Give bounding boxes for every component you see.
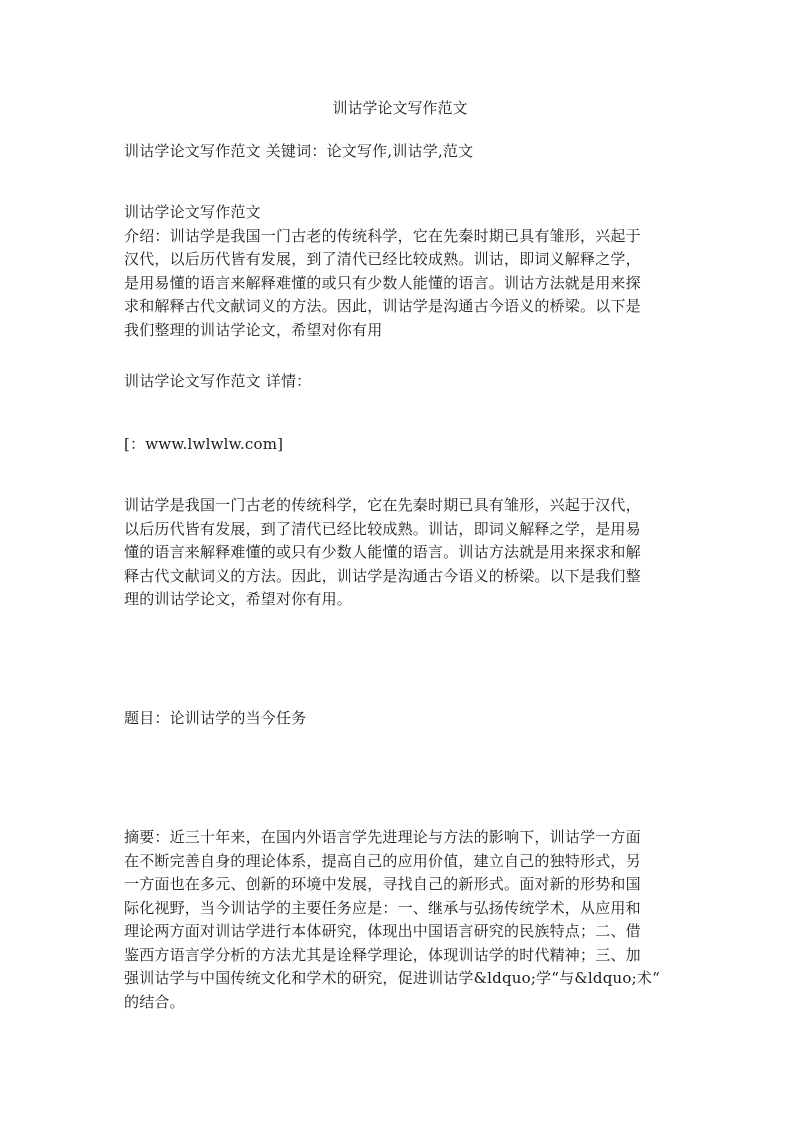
- intro-section: [124, 201, 684, 342]
- abstract-line: 理论两方面对训诂学进行本体研究，体现出中国语言研究的民族特点；二、借: [124, 922, 641, 940]
- abstract-line: 在不断完善自身的理论体系，提高自己的应用价值，建立自己的独特形式，另: [124, 851, 641, 870]
- details-heading: [124, 370, 684, 394]
- source-line: [124, 433, 684, 457]
- topic-line: [124, 707, 684, 731]
- summary-line: 理的训诂学论文，希望对你有用。: [124, 590, 353, 608]
- keywords-line: [124, 140, 684, 164]
- abstract-line: 的结合。: [124, 992, 185, 1011]
- intro-line: 介绍：训诂学是我国一门古老的传统科学，它在先秦时期已具有雏形，兴起于: [124, 226, 641, 245]
- summary-line: 释古代文献词义的方法。因此，训诂学是沟通古今语义的桥梁。以下是我们整: [124, 566, 641, 585]
- intro-line: 汉代，以后历代皆有发展，到了清代已经比较成熟。训诂，即词义解释之学，: [124, 250, 641, 268]
- intro-heading: 训诂学论文写作范文: [124, 203, 261, 221]
- keywords-text: 训诂学论文写作范文 关键词：论文写作,训诂学,范文: [124, 142, 474, 160]
- abstract-line: 际化视野，当今训诂学的主要任务应是：一、继承与弘扬传统学术，从应用和: [124, 898, 641, 917]
- document-title: 训诂学论文写作范文: [332, 99, 468, 117]
- summary-paragraph: [124, 494, 684, 612]
- summary-line: 训诂学是我国一门古老的传统科学，它在先秦时期已具有雏形，兴起于汉代，: [124, 496, 641, 514]
- topic-text: 题目：论训诂学的当今任务: [124, 709, 307, 727]
- abstract-line: 一方面也在多元、创新的环境中发展，寻找自己的新形式。面对新的形势和国: [124, 875, 641, 893]
- intro-line: 求和解释古代文献词义的方法。因此，训诂学是沟通古今语义的桥梁。以下是: [124, 297, 641, 315]
- abstract-paragraph: [124, 826, 684, 1014]
- source-url: [：www.lwlwlw.com]: [124, 435, 284, 453]
- intro-line: 是用易懂的语言来解释难懂的或只有少数人能懂的语言。训诂方法就是用来探: [124, 273, 641, 292]
- abstract-line: 摘要：近三十年来，在国内外语言学先进理论与方法的影响下，训诂学一方面: [124, 828, 641, 846]
- details-heading-text: 训诂学论文写作范文 详情：: [124, 372, 312, 390]
- abstract-line: 鉴西方语言学分析的方法尤其是诠释学理论，体现训诂学的时代精神；三、加: [124, 945, 641, 964]
- summary-line: 懂的语言来解释难懂的或只有少数人能懂的语言。训诂方法就是用来探求和解: [124, 543, 641, 561]
- abstract-line: 强训诂学与中国传统文化和学术的研究，促进训诂学&ldquo;学“与&ldquo;术“: [124, 969, 660, 987]
- intro-line: 我们整理的训诂学论文，希望对你有用: [124, 320, 383, 339]
- summary-line: 以后历代皆有发展，到了清代已经比较成熟。训诂，即词义解释之学，是用易: [124, 519, 641, 538]
